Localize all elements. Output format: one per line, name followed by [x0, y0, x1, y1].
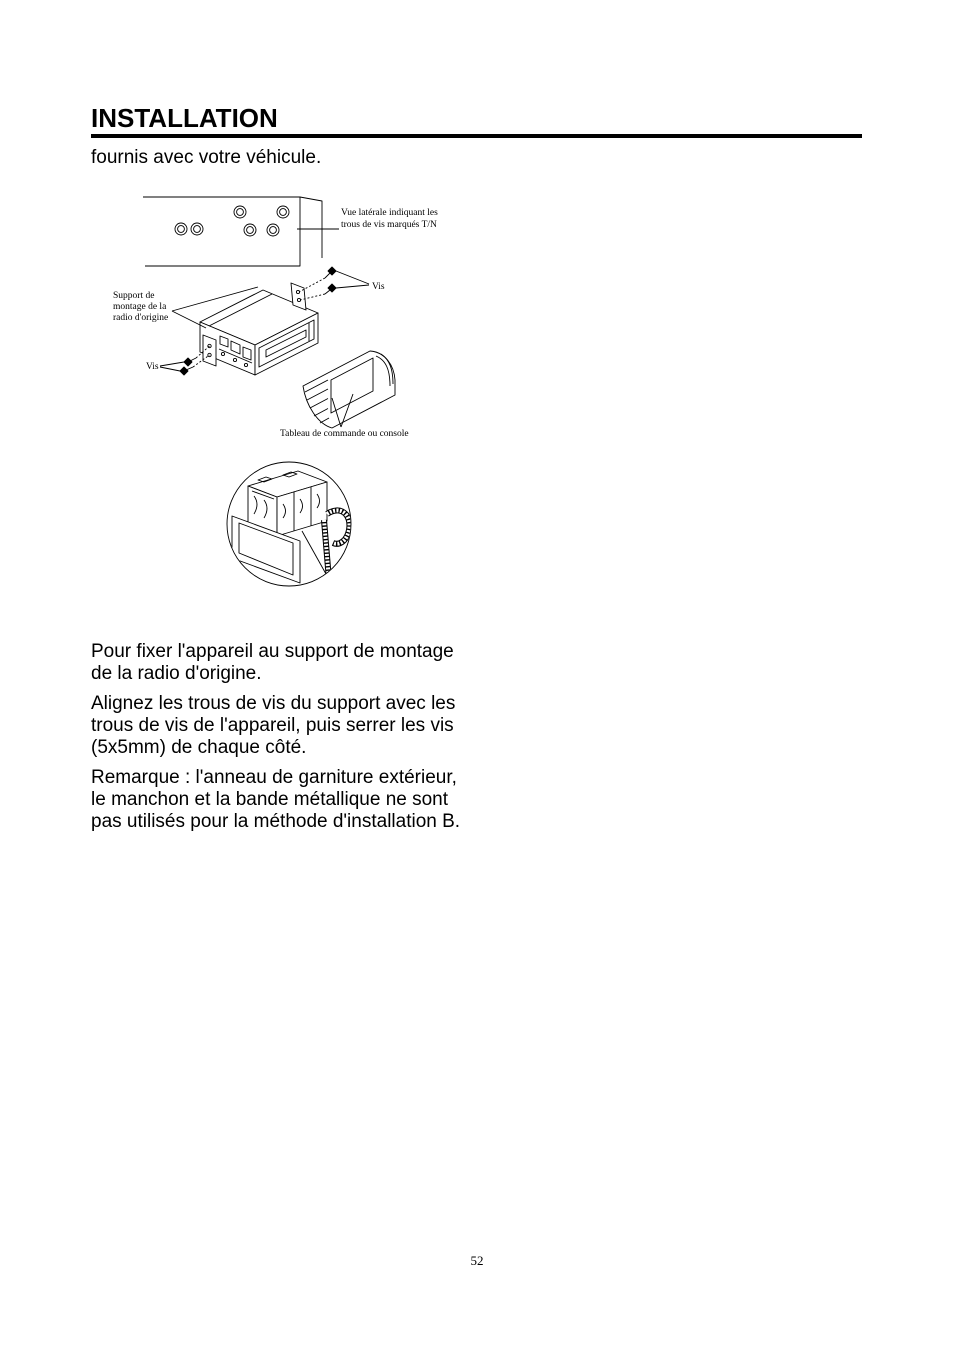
screw-head [180, 367, 188, 375]
alignment-line [299, 278, 325, 292]
screw-hole-inner [237, 209, 244, 216]
paragraph [91, 641, 481, 685]
bracket-label-line: radio d'origine [113, 313, 169, 323]
text-line: le manchon et la bande métallique ne sont [91, 789, 449, 810]
screw-shank [325, 273, 330, 278]
bracket-label-line: Support de [113, 291, 155, 301]
page-title: INSTALLATION [91, 103, 278, 133]
screw [325, 267, 336, 278]
screw-shank [186, 367, 193, 370]
page-number: 52 [470, 1253, 484, 1268]
side-view-panel [143, 197, 339, 266]
leader-line [160, 367, 180, 371]
leader-line [336, 285, 369, 288]
screw-hole-inner [178, 226, 185, 233]
instructions-body [91, 641, 481, 841]
rear-bracket [203, 335, 216, 366]
panel-flange [300, 197, 322, 258]
screw-hole-inner [247, 227, 254, 234]
screw-hole [234, 206, 246, 218]
text-line: pas utilisés pour la méthode d'installation B. [91, 811, 461, 832]
leader-line [336, 271, 369, 284]
screw-head [184, 358, 192, 366]
text-line: de la radio d'origine. [91, 663, 262, 684]
bracket-label-line: montage de la [113, 302, 167, 312]
intro-text: fournis avec votre véhicule. [91, 147, 322, 168]
screw [184, 358, 196, 366]
screw-shank [190, 358, 196, 361]
text-line: Remarque : l'anneau de garniture extérieur, [91, 767, 457, 788]
screw-hole-inner [194, 226, 201, 233]
console-label: Tableau de commande ou console [280, 429, 409, 439]
tn-screw-holes [175, 206, 289, 236]
side-view-label-line: Vue latérale indiquant les [341, 208, 438, 218]
bracket-leader-line [172, 311, 206, 328]
screws-label-bottom: Vis [146, 362, 159, 372]
screws-top [299, 267, 369, 300]
text-line: trous de vis de l'appareil, puis serrer les vis [91, 715, 454, 736]
text-line: Pour fixer l'appareil au support de montage [91, 641, 454, 662]
screw-hole [267, 224, 279, 236]
text-line: Alignez les trous de vis du support avec les [91, 693, 456, 714]
paragraph [91, 693, 481, 759]
title-rule [91, 134, 862, 138]
screws-label-top: Vis [372, 282, 385, 292]
screw-hole [191, 223, 203, 235]
screw [325, 284, 336, 294]
installation-diagram [105, 188, 450, 593]
side-view-label-line: trous de vis marqués T/N [341, 220, 437, 230]
screw [180, 367, 193, 375]
console-dashboard [303, 351, 395, 428]
radio-chassis [200, 283, 318, 375]
leader-line [160, 362, 184, 366]
console-outline [303, 351, 395, 428]
screw-shank [325, 290, 330, 294]
detail-inset [227, 462, 351, 586]
paragraph [91, 767, 481, 833]
screw-hole [277, 206, 289, 218]
screw-hole [244, 224, 256, 236]
screw-hole-inner [270, 227, 277, 234]
text-line: (5x5mm) de chaque côté. [91, 737, 307, 758]
screw-hole [175, 223, 187, 235]
screw-hole-inner [280, 209, 287, 216]
